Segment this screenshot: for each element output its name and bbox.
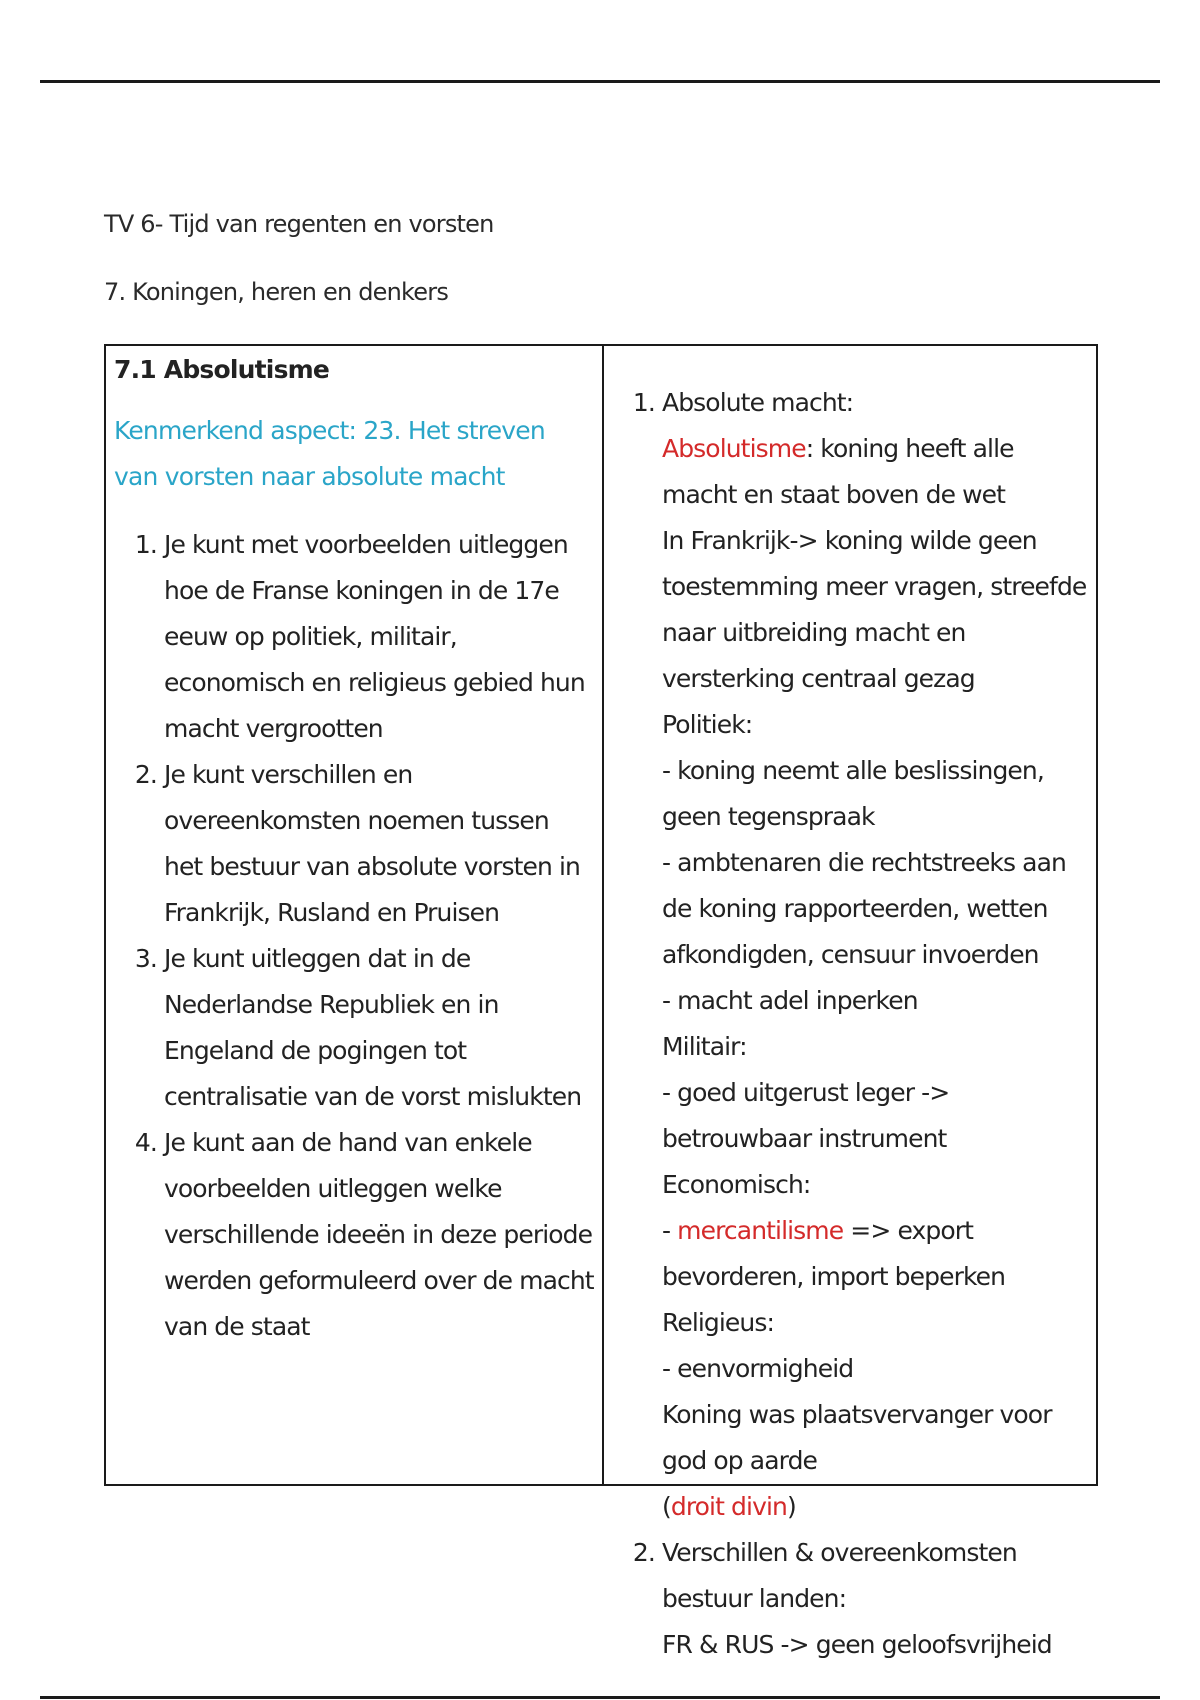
absolutisme-definition: Absolutisme: koning heeft alle macht en staat boven de wet bbox=[662, 434, 1014, 509]
section-title: 7.1 Absolutisme bbox=[114, 355, 330, 384]
note-politiek-2: - ambtenaren die rechtstreeks aan de koning rapporteerden, wetten afkondigden, censuur invoerden bbox=[662, 848, 1066, 969]
top-rule bbox=[40, 80, 1160, 83]
note-item-absolute-macht bbox=[662, 380, 1088, 1530]
note-droit-divin: (droit divin) bbox=[662, 1492, 796, 1521]
label-religieus: Religieus: bbox=[662, 1308, 775, 1337]
note-fr-rus: FR & RUS -> geen geloofsvrijheid bbox=[662, 1630, 1052, 1659]
doc-title: TV 6- Tijd van regenten en vorsten bbox=[104, 210, 494, 238]
label-militair: Militair: bbox=[662, 1032, 747, 1061]
learning-goal: 3. Je kunt uitleggen dat in de Nederlandse Republiek en in Engeland de pogingen tot centralisatie van de vorst mislukten bbox=[164, 936, 594, 1120]
notes-list bbox=[634, 380, 1088, 1668]
notes-column bbox=[604, 346, 1096, 1659]
term-droit-divin: droit divin bbox=[670, 1492, 787, 1521]
learning-goal: 4. Je kunt aan de hand van enkele voorbeelden uitleggen welke verschillende ideeën in deze periode werden geformuleerd over de macht van de staat bbox=[164, 1120, 594, 1350]
note-politiek-1: - koning neemt alle beslissingen, geen tegenspraak bbox=[662, 756, 1044, 831]
term-mercantilisme: mercantilisme bbox=[677, 1216, 844, 1245]
learning-goals-column bbox=[106, 346, 604, 1484]
note-frankrijk: In Frankrijk-> koning wilde geen toestemming meer vragen, streefde naar uitbreiding macht en versterking centraal gezag bbox=[662, 526, 1087, 693]
notes-table bbox=[104, 344, 1098, 1659]
note-title: 1. Absolute macht: bbox=[662, 388, 854, 417]
note-economisch-1: - mercantilisme => export bevorderen, import beperken bbox=[662, 1216, 1006, 1291]
label-politiek: Politiek: bbox=[662, 710, 753, 739]
learning-goal: 1. Je kunt met voorbeelden uitleggen hoe de Franse koningen in de 17e eeuw op politiek, militair, economisch en religieus gebied hun macht vergrootten bbox=[164, 522, 594, 752]
learning-goals-list bbox=[114, 522, 594, 1350]
bottom-rule bbox=[40, 1696, 1160, 1699]
note-title: 2. Verschillen & overeenkomsten bestuur landen: bbox=[662, 1538, 1017, 1613]
note-item-verschillen bbox=[662, 1530, 1088, 1668]
term-absolutisme: Absolutisme bbox=[662, 434, 806, 463]
note-koning-god: Koning was plaatsvervanger voor god op aarde bbox=[662, 1400, 1052, 1475]
note-politiek-3: - macht adel inperken bbox=[662, 986, 918, 1015]
note-religieus-1: - eenvormigheid bbox=[662, 1354, 854, 1383]
note-militair-1: - goed uitgerust leger -> betrouwbaar instrument bbox=[662, 1078, 950, 1153]
learning-goal: 2. Je kunt verschillen en overeenkomsten noemen tussen het bestuur van absolute vorsten in Frankrijk, Rusland en Pruisen bbox=[164, 752, 594, 936]
label-economisch: Economisch: bbox=[662, 1170, 811, 1199]
characteristic-aspect: Kenmerkend aspect: 23. Het streven van vorsten naar absolute macht bbox=[114, 416, 545, 491]
chapter-title: 7. Koningen, heren en denkers bbox=[104, 278, 449, 306]
